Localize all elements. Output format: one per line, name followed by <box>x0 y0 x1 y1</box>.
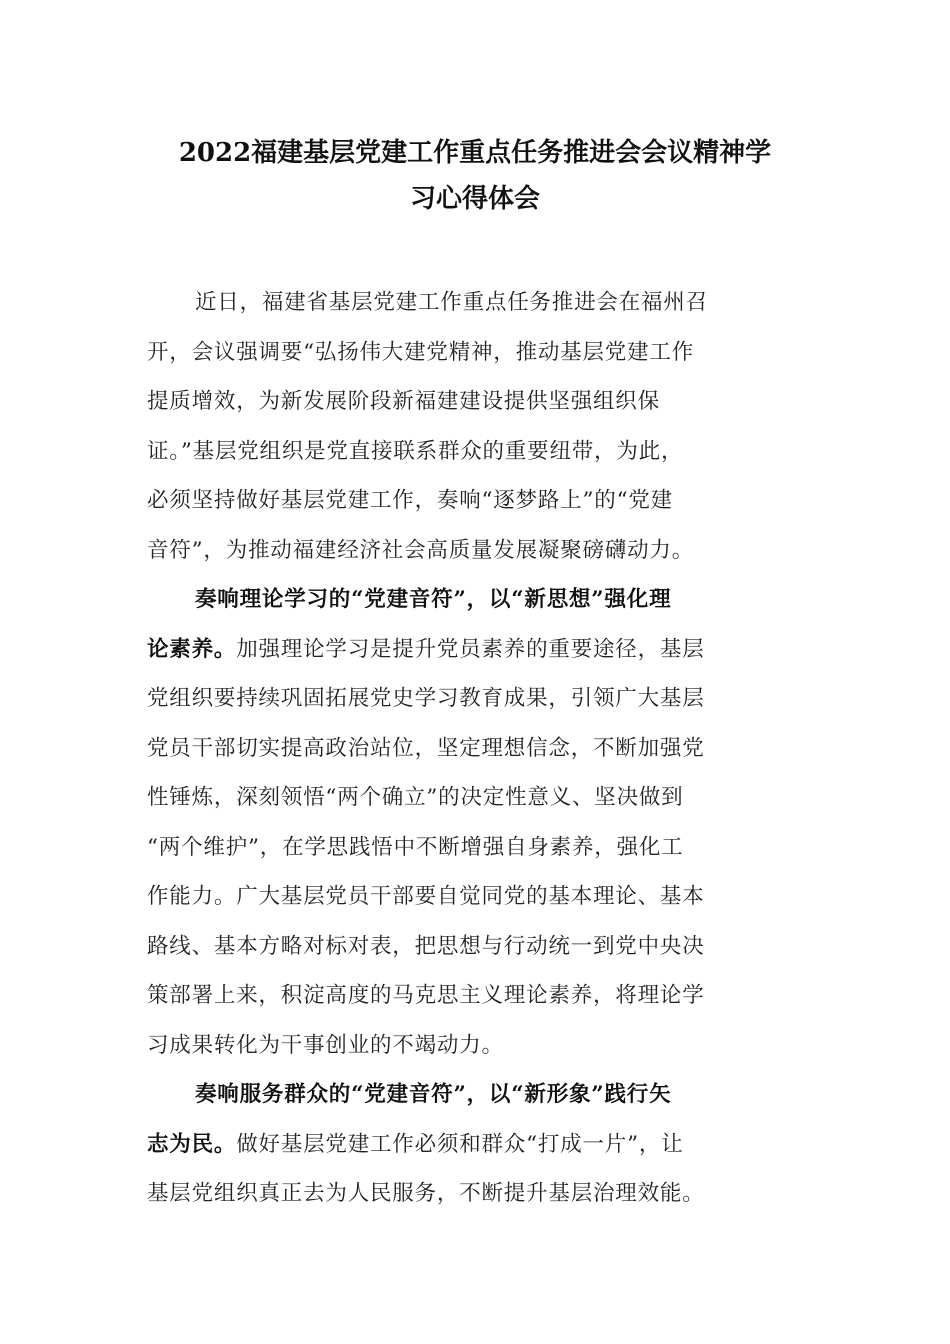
section2-line-3: 基层党组织真正去为人民服务，不断提升基层治理效能。 <box>147 1181 705 1206</box>
section1-heading-line-1: 奏响理论学习的“党建音符”，以“新思想”强化理 <box>195 587 672 612</box>
section2-line-2 <box>147 1120 785 1170</box>
section1-line-2 <box>147 625 785 675</box>
section1-line-10: 习成果转化为干事创业的不竭动力。 <box>147 1032 504 1058</box>
section1-line-4: 党员干部切实提高政治站位，坚定理想信念，不断加强党 <box>147 735 705 761</box>
intro-line-6: 音符”，为推动福建经济社会高质量发展凝聚磅礴动力。 <box>147 537 694 563</box>
section1-heading-line-2: 论素养。 <box>147 636 237 662</box>
title-line-2: 习心得体会 <box>409 184 540 214</box>
section1-paragraph <box>147 575 785 1070</box>
section2-heading-line-2: 志为民。 <box>147 1131 237 1157</box>
intro-line-5: 必须坚持做好基层党建工作，奏响“逐梦路上”的“党建 <box>147 488 673 513</box>
section2-paragraph <box>147 1070 785 1219</box>
section1-line-3: 党组织要持续巩固拓展党史学习教育成果，引领广大基层 <box>147 686 705 711</box>
intro-line-4: 证。”基层党组织是党直接联系群众的重要纽带，为此， <box>147 438 684 464</box>
section2-heading-line-1: 奏响服务群众的“党建音符”，以“新形象”践行矢 <box>195 1082 672 1107</box>
section1-line-6: “两个维护”，在学思践悟中不断增强自身素养，强化工 <box>147 834 684 860</box>
document-body <box>147 278 785 1219</box>
document-title <box>140 130 810 222</box>
intro-line-1: 近日，福建省基层党建工作重点任务推进会在福州召 <box>195 290 708 315</box>
title-line-1: 2022福建基层党建工作重点任务推进会会议精神学 <box>178 138 772 168</box>
intro-line-3: 提质增效，为新发展阶段新福建建设提供坚强组织保 <box>147 389 660 414</box>
section1-line-2-text: 加强理论学习是提升党员素养的重要途径，基层 <box>236 636 705 662</box>
intro-paragraph <box>147 278 785 575</box>
section1-line-9: 策部署上来，积淀高度的马克思主义理论素养，将理论学 <box>147 983 705 1008</box>
intro-line-2: 开，会议强调要“弘扬伟大建党精神，推动基层党建工作 <box>147 339 694 365</box>
section1-line-5: 性锤炼，深刻领悟“两个确立”的决定性意义、坚决做到 <box>147 785 684 810</box>
section2-line-2-text: 做好基层党建工作必须和群众“打成一片”，让 <box>236 1131 684 1157</box>
section1-line-8: 路线、基本方略对标对表，把思想与行动统一到党中央决 <box>147 933 705 959</box>
section1-line-7: 作能力。广大基层党员干部要自觉同党的基本理论、基本 <box>147 884 705 909</box>
